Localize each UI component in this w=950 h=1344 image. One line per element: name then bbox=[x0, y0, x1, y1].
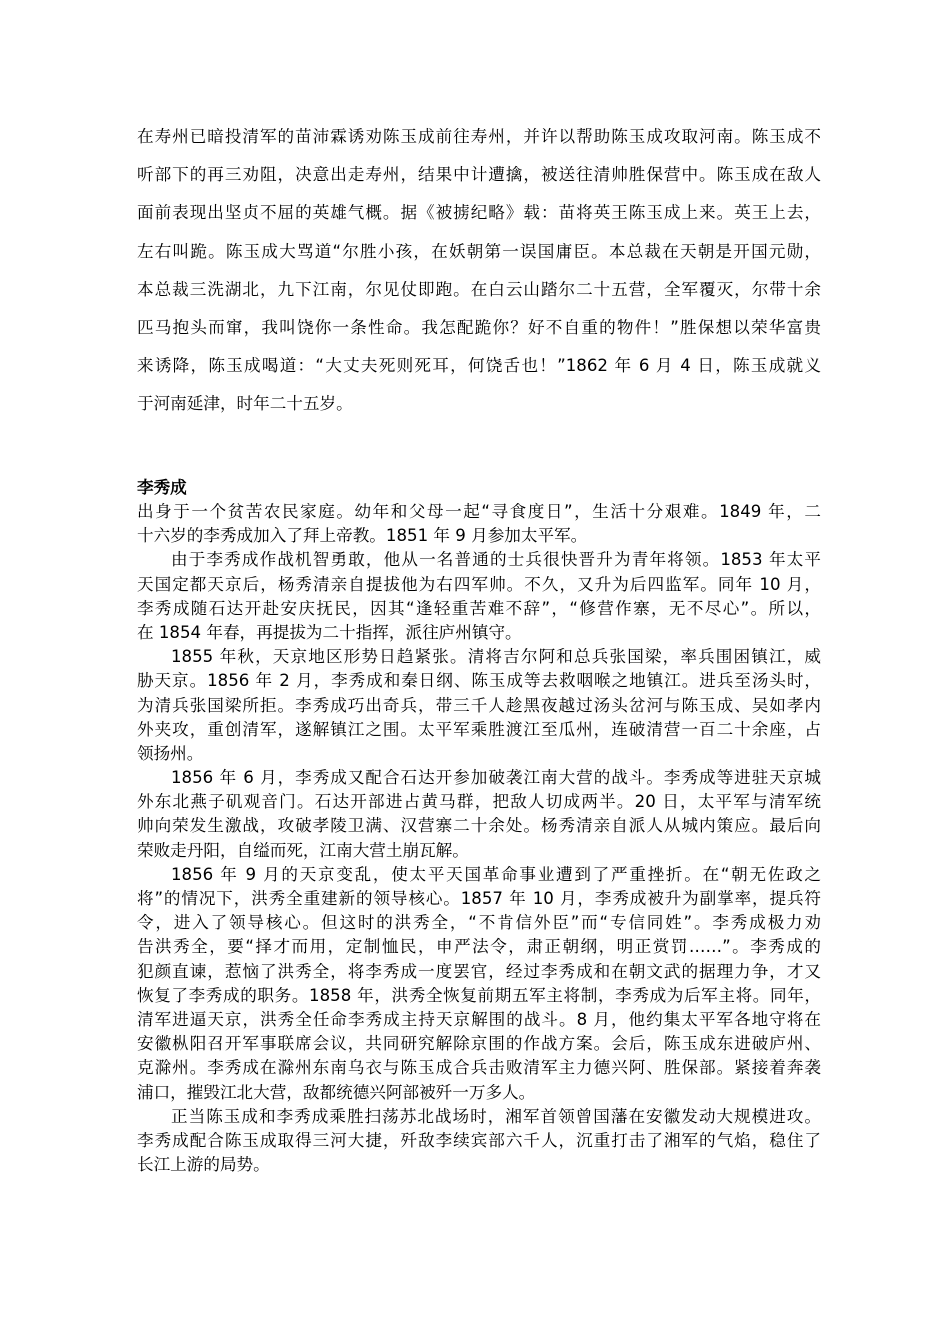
text-line: 在 1854 年春，再提拔为二十指挥，派往庐州镇守。 bbox=[137, 622, 522, 642]
text-line: 领扬州。 bbox=[137, 743, 204, 763]
text-line: 本总裁三洗湖北，九下江南，尔见仗即跑。在白云山踏尔二十五营，全军覆灭，尔带十余 bbox=[137, 279, 821, 299]
text-line: 外夹攻，重创清军，遂解镇江之围。太平军乘胜渡江至瓜州，连破清营一百二十余座，占 bbox=[137, 719, 821, 739]
text-line: 1855 年秋，天京地区形势日趋紧张。清将吉尔阿和总兵张国梁，率兵围困镇江，威 bbox=[171, 647, 821, 667]
text-line: 1856 年 9 月的天京变乱，使太平天国革命事业遭到了严重挫折。在“朝无佐政之 bbox=[171, 864, 821, 884]
text-line: 外东北燕子矶观音门。石达开部进占黄马群，把敌人切成两半。20 日，太平军与清军统 bbox=[137, 792, 821, 812]
text-line: 安徽枞阳召开军事联席会议，共同研究解除京围的作战方案。会后，陈玉成东进破庐州、 bbox=[137, 1034, 821, 1054]
text-line: 匹马抱头而窜，我叫饶你一条性命。我怎配跪你？好不自重的物件！”胜保想以荣华富贵 bbox=[137, 317, 821, 337]
text-line: 恢复了李秀成的职务。1858 年，洪秀全恢复前期五军主将制，李秀成为后军主将。同年， bbox=[137, 985, 821, 1005]
text-line: 胁天京。1856 年 2 月，李秀成和秦日纲、陈玉成等去救咽喉之地镇江。进兵至汤头时， bbox=[137, 671, 821, 691]
paragraph bbox=[137, 548, 821, 645]
text-line: 克滁州。李秀成在滁州东南乌衣与陈玉成合兵击败清军主力德兴阿、胜保部。紧接着奔袭 bbox=[137, 1058, 821, 1078]
section-heading-li-xiucheng: 李秀成 bbox=[137, 478, 187, 497]
paragraph bbox=[137, 766, 821, 863]
text-line: 出身于一个贫苦农民家庭。幼年和父母一起“寻食度日”，生活十分艰难。1849 年，二 bbox=[137, 502, 821, 521]
li-xiucheng-section bbox=[137, 500, 821, 1177]
paragraph bbox=[137, 1105, 821, 1178]
text-line: 长江上游的局势。 bbox=[137, 1155, 270, 1175]
text-line: 犯颜直谏，惹恼了洪秀全，将李秀成一度罢官，经过李秀成和在朝文武的据理力争，才又 bbox=[137, 961, 821, 981]
text-line: 为清兵张国梁所拒。李秀成巧出奇兵，带三千人趁黑夜越过汤头岔河与陈玉成、吴如孝内 bbox=[137, 695, 821, 715]
chen-yucheng-paragraph bbox=[137, 118, 821, 424]
text-line: 正当陈玉成和李秀成乘胜扫荡苏北战场时，湘军首领曾国藩在安徽发动大规模进攻。 bbox=[171, 1106, 821, 1126]
text-line: 在寿州已暗投清军的苗沛霖诱劝陈玉成前往寿州，并许以帮助陈玉成攻取河南。陈玉成不 bbox=[137, 127, 821, 146]
paragraph bbox=[137, 500, 821, 548]
text-line: 荣败走丹阳，自缢而死，江南大营土崩瓦解。 bbox=[137, 840, 469, 860]
text-line: 听部下的再三劝阻，决意出走寿州，结果中计遭擒，被送往清帅胜保营中。陈玉成在敌人 bbox=[137, 165, 821, 185]
text-line: 1856 年 6 月，李秀成又配合石达开参加破袭江南大营的战斗。李秀成等进驻天京城 bbox=[171, 768, 821, 788]
text-line: 来诱降，陈玉成喝道：“大丈夫死则死耳，何饶舌也！”1862 年 6 月 4 日，陈玉成就义 bbox=[137, 356, 821, 376]
text-line: 左右叫跪。陈玉成大骂道“尔胜小孩，在妖朝第一误国庸臣。本总裁在天朝是开国元勋， bbox=[137, 241, 821, 261]
text-line: 由于李秀成作战机智勇敢，他从一名普通的士兵很快晋升为青年将领。1853 年太平 bbox=[171, 550, 821, 570]
paragraph bbox=[137, 863, 821, 1105]
text-line: 十六岁的李秀成加入了拜上帝教。1851 年 9 月参加太平军。 bbox=[137, 526, 588, 546]
text-line: 将”的情况下，洪秀全重建新的领导核心。1857 年 10 月，李秀成被升为副掌率，提兵符 bbox=[137, 889, 821, 908]
text-line: 告洪秀全，要“择才而用，定制恤民，申严法令，肃正朝纲，明正赏罚……”。李秀成的 bbox=[137, 937, 821, 957]
text-line: 面前表现出坚贞不屈的英雄气概。据《被掳纪略》载：苗将英王陈玉成上来。英王上去， bbox=[137, 203, 821, 223]
text-line: 帅向荣发生激战，攻破孝陵卫满、汉营寨二十余处。杨秀清亲自派人从城内策应。最后向 bbox=[137, 816, 821, 836]
text-line: 天国定都天京后，杨秀清亲自提拔他为右四军帅。不久，又升为后四监军。同年 10 月， bbox=[137, 574, 821, 594]
text-line: 李秀成随石达开赴安庆抚民，因其“逢轻重苦难不辞”，“修营作寨，无不尽心”。所以， bbox=[137, 598, 821, 618]
text-line: 于河南延津，时年二十五岁。 bbox=[137, 394, 353, 414]
paragraph bbox=[137, 645, 821, 766]
text-line: 令，进入了领导核心。但这时的洪秀全，“不肯信外臣”而“专信同姓”。李秀成极力劝 bbox=[137, 913, 821, 933]
text-line: 李秀成配合陈玉成取得三河大捷，歼敌李续宾部六千人，沉重打击了湘军的气焰，稳住了 bbox=[137, 1130, 821, 1150]
text-line: 清军进逼天京，洪秀全任命李秀成主持天京解围的战斗。8 月，他约集太平军各地守将在 bbox=[137, 1009, 821, 1029]
text-line: 浦口，摧毁江北大营，敌都统德兴阿部被歼一万多人。 bbox=[137, 1082, 536, 1102]
